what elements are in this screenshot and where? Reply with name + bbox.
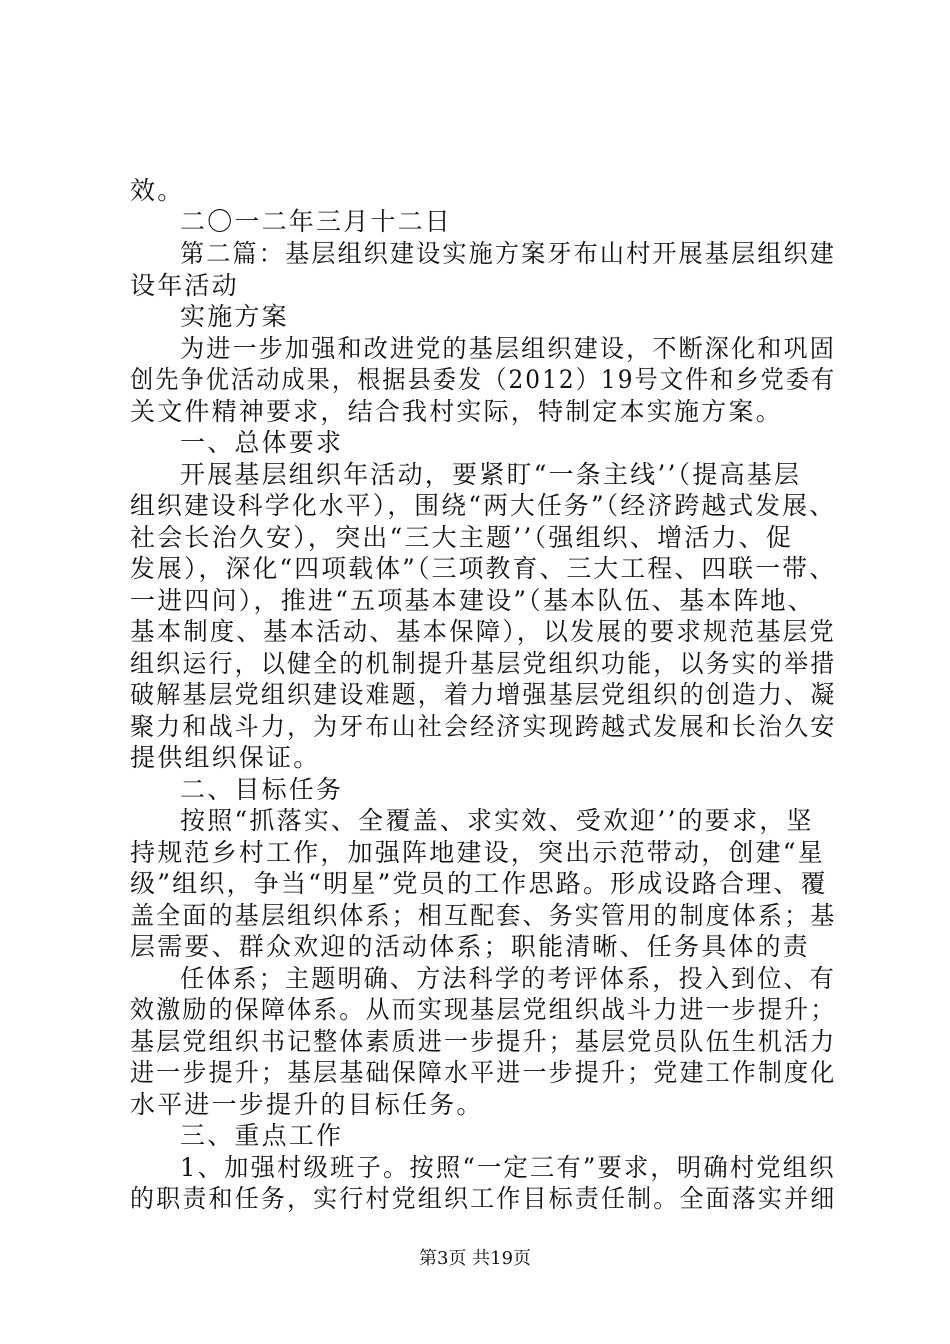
section-heading: 一、总体要求: [180, 428, 344, 457]
text-line: 组织运行，以健全的机制提升基层党组织功能，以务实的举措: [130, 649, 837, 678]
text-line: 水平进一步提升的目标任务。: [130, 1090, 484, 1119]
text-line: 进一步提升；基层基础保障水平进一步提升；党建工作制度化: [130, 1058, 837, 1087]
text-line: 一进四问），推进“五项基本建设”（基本队伍、基本阵地、: [130, 586, 815, 615]
text-line: 聚力和战斗力，为牙布山社会经济实现跨越式发展和长治久安: [130, 712, 837, 741]
section-heading: 三、重点工作: [180, 1121, 344, 1150]
date-line: 二〇一二年三月十二日: [180, 207, 453, 236]
chapter-title-cont: 设年活动: [130, 271, 239, 300]
text-line: 盖全面的基层组织体系；相互配套、务实管用的制度体系；基: [130, 901, 837, 930]
text-line: 级”组织，争当“明星”党员的工作思路。形成设路合理、覆: [130, 869, 828, 898]
text-line: 按照“抓落实、全覆盖、求实效、受欢迎’’的要求，坚: [180, 806, 814, 835]
text-line: 1、加强村级班子。按照“一定三有”要求，明确村党组织: [180, 1153, 836, 1182]
text-line: 效。: [130, 176, 185, 205]
text-line: 持规范乡村工作，加强阵地建设，突出示范带动，创建“星: [130, 838, 825, 867]
text-line: 关文件精神要求，结合我村实际，特制定本实施方案。: [130, 397, 783, 426]
text-line: 社会长治久安），突出“三大主题’’（强组织、增活力、促: [130, 523, 794, 552]
text-line: 效激励的保障体系。从而实现基层党组织战斗力进一步提升；: [130, 995, 837, 1024]
text-line: 组织建设科学化水平），围绕“两大任务”（经济跨越式发展、: [130, 491, 837, 520]
text-line: 为进一步加强和改进党的基层组织建设，不断深化和巩固: [180, 334, 837, 363]
page-footer: 第3页 共19页: [418, 1248, 532, 1269]
text-line: 发展），深化“四项载体”（三项教育、三大工程、四联一带、: [130, 554, 837, 583]
text-line: 基层党组织书记整体素质进一步提升；基层党员队伍生机活力: [130, 1027, 837, 1056]
text-line: 提供组织保证。: [130, 743, 321, 772]
text-line: 任体系；主题明确、方法科学的考评体系，投入到位、有: [180, 964, 837, 993]
text-line: 创先争优活动成果，根据县委发（2012）19号文件和乡党委有: [130, 365, 837, 394]
text-line: 破解基层党组织建设难题，着力增强基层党组织的创造力、凝: [130, 680, 837, 709]
text-line: 的职责和任务，实行村党组织工作目标责任制。全面落实并细: [130, 1184, 837, 1213]
text-line: 基本制度、基本活动、基本保障），以发展的要求规范基层党: [130, 617, 836, 646]
text-line: 层需要、群众欢迎的活动体系；职能清晰、任务具体的责: [130, 932, 811, 961]
section-heading: 实施方案: [180, 302, 289, 331]
text-line: 开展基层组织年活动，要紧盯“一条主线’’（提高基层: [180, 460, 802, 489]
section-heading: 二、目标任务: [180, 775, 344, 804]
chapter-title: 第二篇：基层组织建设实施方案牙布山村开展基层组织建: [180, 239, 837, 268]
